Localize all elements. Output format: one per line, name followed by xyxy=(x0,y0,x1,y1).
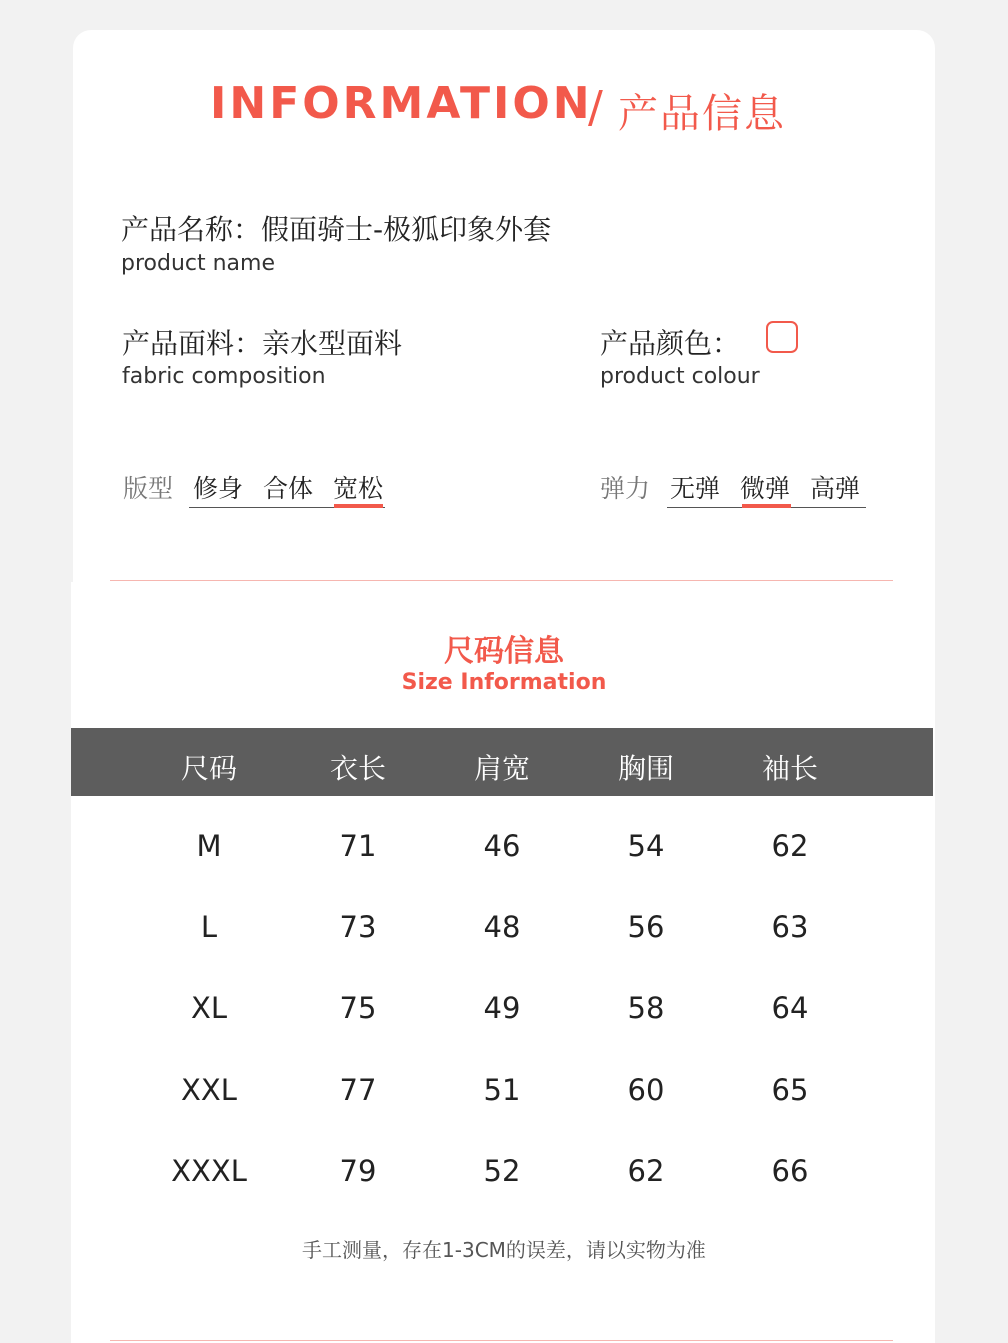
cell-size: XXL xyxy=(181,1073,237,1107)
size-title-cn: 尺码信息 xyxy=(444,634,564,669)
product-name-label-en: product name xyxy=(121,251,275,276)
product-name-value: 假面骑士-极狐印象外套 xyxy=(261,213,552,246)
colour-label: 产品颜色： xyxy=(600,327,741,360)
cell-size: XL xyxy=(190,991,228,1025)
cell-chest: 58 xyxy=(627,991,665,1025)
cell-shoulder: 48 xyxy=(483,910,521,944)
size-title-en: Size Information xyxy=(401,670,607,695)
product-fabric xyxy=(122,322,402,362)
title-cn: 产品信息 xyxy=(618,91,786,137)
cell-chest: 56 xyxy=(627,910,665,944)
cell-chest: 62 xyxy=(627,1154,665,1188)
elasticity-option-slight: 微弹 xyxy=(740,474,791,503)
product-name-label: 产品名称： xyxy=(121,213,262,246)
cell-shoulder: 49 xyxy=(483,991,521,1025)
cell-chest: 60 xyxy=(627,1073,665,1107)
cell-sleeve: 63 xyxy=(771,910,809,944)
cell-size: XXXL xyxy=(171,1154,247,1188)
cell-sleeve: 65 xyxy=(771,1073,809,1107)
header-shoulder: 肩宽 xyxy=(473,752,530,785)
header-sleeve: 袖长 xyxy=(761,752,818,785)
header-length: 衣长 xyxy=(329,752,386,785)
fabric-value: 亲水型面料 xyxy=(262,327,403,360)
colour-label-en: product colour xyxy=(600,364,760,389)
cell-length: 75 xyxy=(339,991,377,1025)
elasticity-option-high: 高弹 xyxy=(810,474,861,503)
bottom-divider xyxy=(110,1340,893,1341)
section-divider xyxy=(110,580,893,581)
fit-selected-marker xyxy=(334,504,383,508)
title-en: INFORMATION xyxy=(210,78,593,129)
header-chest: 胸围 xyxy=(617,752,674,785)
cell-size: L xyxy=(200,910,218,944)
elasticity-label: 弹力 xyxy=(600,474,651,503)
cell-shoulder: 46 xyxy=(483,829,521,863)
measurement-note: 手工测量，存在1-3CM的误差，请以实物为准 xyxy=(302,1238,706,1262)
cell-length: 73 xyxy=(339,910,377,944)
fabric-label-en: fabric composition xyxy=(122,364,326,389)
cell-shoulder: 51 xyxy=(483,1073,521,1107)
product-name xyxy=(121,208,551,248)
cell-shoulder: 52 xyxy=(483,1154,521,1188)
cell-length: 77 xyxy=(339,1073,377,1107)
title-slash: / xyxy=(588,82,603,133)
fabric-label: 产品面料： xyxy=(122,327,263,360)
fit-option-loose: 宽松 xyxy=(333,474,384,503)
fit-option-regular: 合体 xyxy=(263,474,314,503)
cell-length: 71 xyxy=(339,829,377,863)
elasticity-option-none: 无弹 xyxy=(670,474,721,503)
elasticity-selected-marker xyxy=(742,504,791,508)
cell-length: 79 xyxy=(339,1154,377,1188)
cell-sleeve: 62 xyxy=(771,829,809,863)
cell-size: M xyxy=(196,829,222,863)
cell-sleeve: 66 xyxy=(771,1154,809,1188)
size-card xyxy=(71,582,935,1343)
cell-chest: 54 xyxy=(627,829,665,863)
fit-option-slim: 修身 xyxy=(193,474,244,503)
header-size: 尺码 xyxy=(180,752,237,785)
fit-label: 版型 xyxy=(123,474,174,503)
cell-sleeve: 64 xyxy=(771,991,809,1025)
colour-swatch xyxy=(766,321,798,353)
